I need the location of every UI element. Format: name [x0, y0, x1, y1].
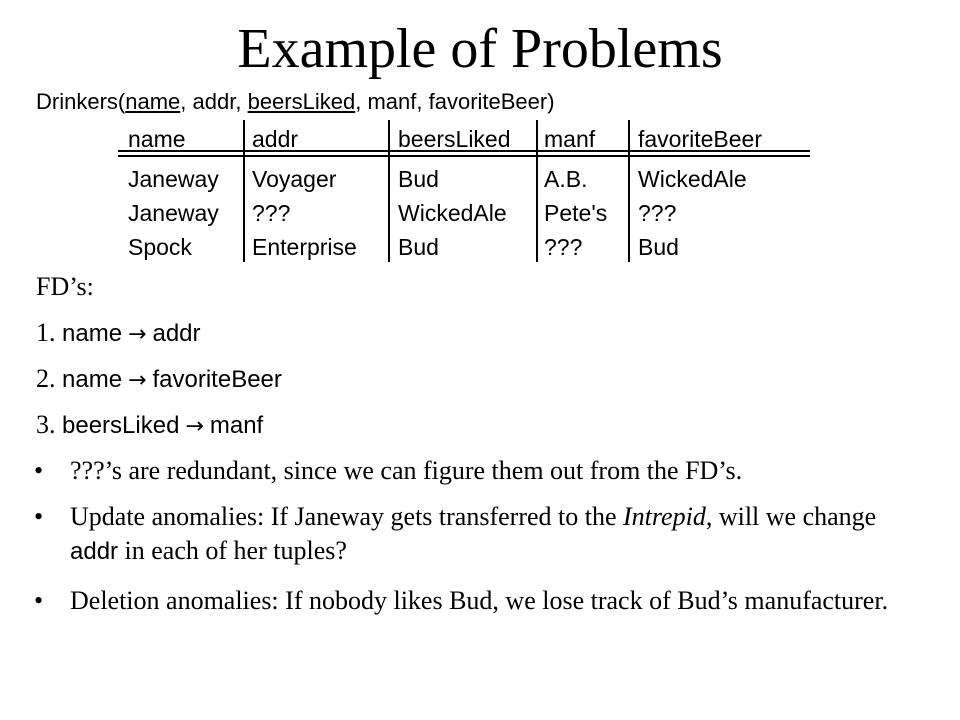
bullet-icon: •: [34, 502, 44, 531]
table-cell: Pete's: [544, 200, 608, 226]
fd-lhs: beersLiked: [62, 412, 180, 439]
column-divider: [628, 120, 630, 262]
column-divider: [536, 120, 538, 262]
bullet-text: Deletion anomalies: If nobody likes Bud, we lose track of Bud’s manufacturer.: [70, 586, 889, 615]
column-header: name: [128, 126, 186, 152]
drinkers-table: [118, 120, 810, 264]
column-header: favoriteBeer: [638, 126, 763, 152]
column-divider: [243, 120, 245, 262]
fd-rhs: favoriteBeer: [152, 366, 282, 393]
schema-attr-favoritebeer: favoriteBeer: [428, 89, 548, 114]
relation-schema: [36, 87, 555, 117]
table-cell: Bud: [398, 166, 439, 192]
table-cell: Spock: [128, 234, 192, 260]
table-cell: Janeway: [128, 200, 219, 226]
arrow-icon: →: [128, 368, 147, 393]
fd-item: [36, 362, 282, 398]
schema-attr-manf: manf: [367, 89, 417, 114]
column-header: manf: [544, 126, 596, 152]
table-cell: WickedAle: [638, 166, 747, 192]
table-cell: Bud: [398, 234, 439, 260]
schema-open-paren: (: [117, 89, 126, 114]
column-divider: [388, 120, 390, 262]
bullet-text-part: in each of her tuples?: [118, 536, 347, 565]
table-cell: ???: [638, 200, 677, 226]
fd-rhs: manf: [209, 412, 264, 439]
fd-number: 2.: [36, 364, 62, 393]
attribute-name: addr: [70, 538, 119, 565]
fd-number: 1.: [36, 318, 62, 347]
schema-key-beersliked: beersLiked: [247, 89, 356, 114]
table-cell: ???: [544, 234, 583, 260]
arrow-icon: →: [185, 414, 204, 439]
column-header: addr: [252, 126, 299, 152]
fd-rhs: addr: [152, 320, 201, 347]
fd-lhs: name: [62, 320, 123, 347]
slide-title: Example of Problems: [237, 18, 723, 80]
table-cell: Bud: [638, 234, 679, 260]
table-cell: A.B.: [544, 166, 588, 192]
schema-sep: ,: [180, 89, 193, 114]
bullet-icon: •: [34, 456, 44, 485]
schema-sep: ,: [355, 89, 368, 114]
arrow-icon: →: [128, 322, 147, 347]
table-cell: Janeway: [128, 166, 219, 192]
schema-close-paren: ): [547, 89, 555, 114]
fd-number: 3.: [36, 410, 62, 439]
bullet-text: ???’s are redundant, since we can figure them out from the FD’s.: [70, 456, 743, 485]
column-header: beersLiked: [398, 126, 511, 152]
relation-name: Drinkers: [36, 89, 118, 114]
fd-lhs: name: [62, 366, 123, 393]
fd-item: [36, 408, 263, 444]
schema-sep: ,: [416, 89, 429, 114]
bullet-text-part: Update anomalies: If Janeway gets transferred to the: [70, 502, 624, 531]
table-cell: Enterprise: [252, 234, 357, 260]
schema-sep: ,: [235, 89, 248, 114]
ship-name: Intrepid: [623, 502, 706, 531]
fd-item: [36, 316, 201, 352]
bullet-text: [70, 500, 930, 569]
fd-heading: FD’s:: [36, 272, 94, 301]
bullet-text-part: , will we change: [705, 502, 877, 531]
schema-attr-addr: addr: [192, 89, 236, 114]
schema-key-name: name: [125, 89, 181, 114]
bullet-icon: •: [34, 586, 44, 615]
header-rule: [118, 155, 810, 157]
table-cell: ???: [252, 200, 291, 226]
table-cell: Voyager: [252, 166, 337, 192]
table-cell: WickedAle: [398, 200, 507, 226]
